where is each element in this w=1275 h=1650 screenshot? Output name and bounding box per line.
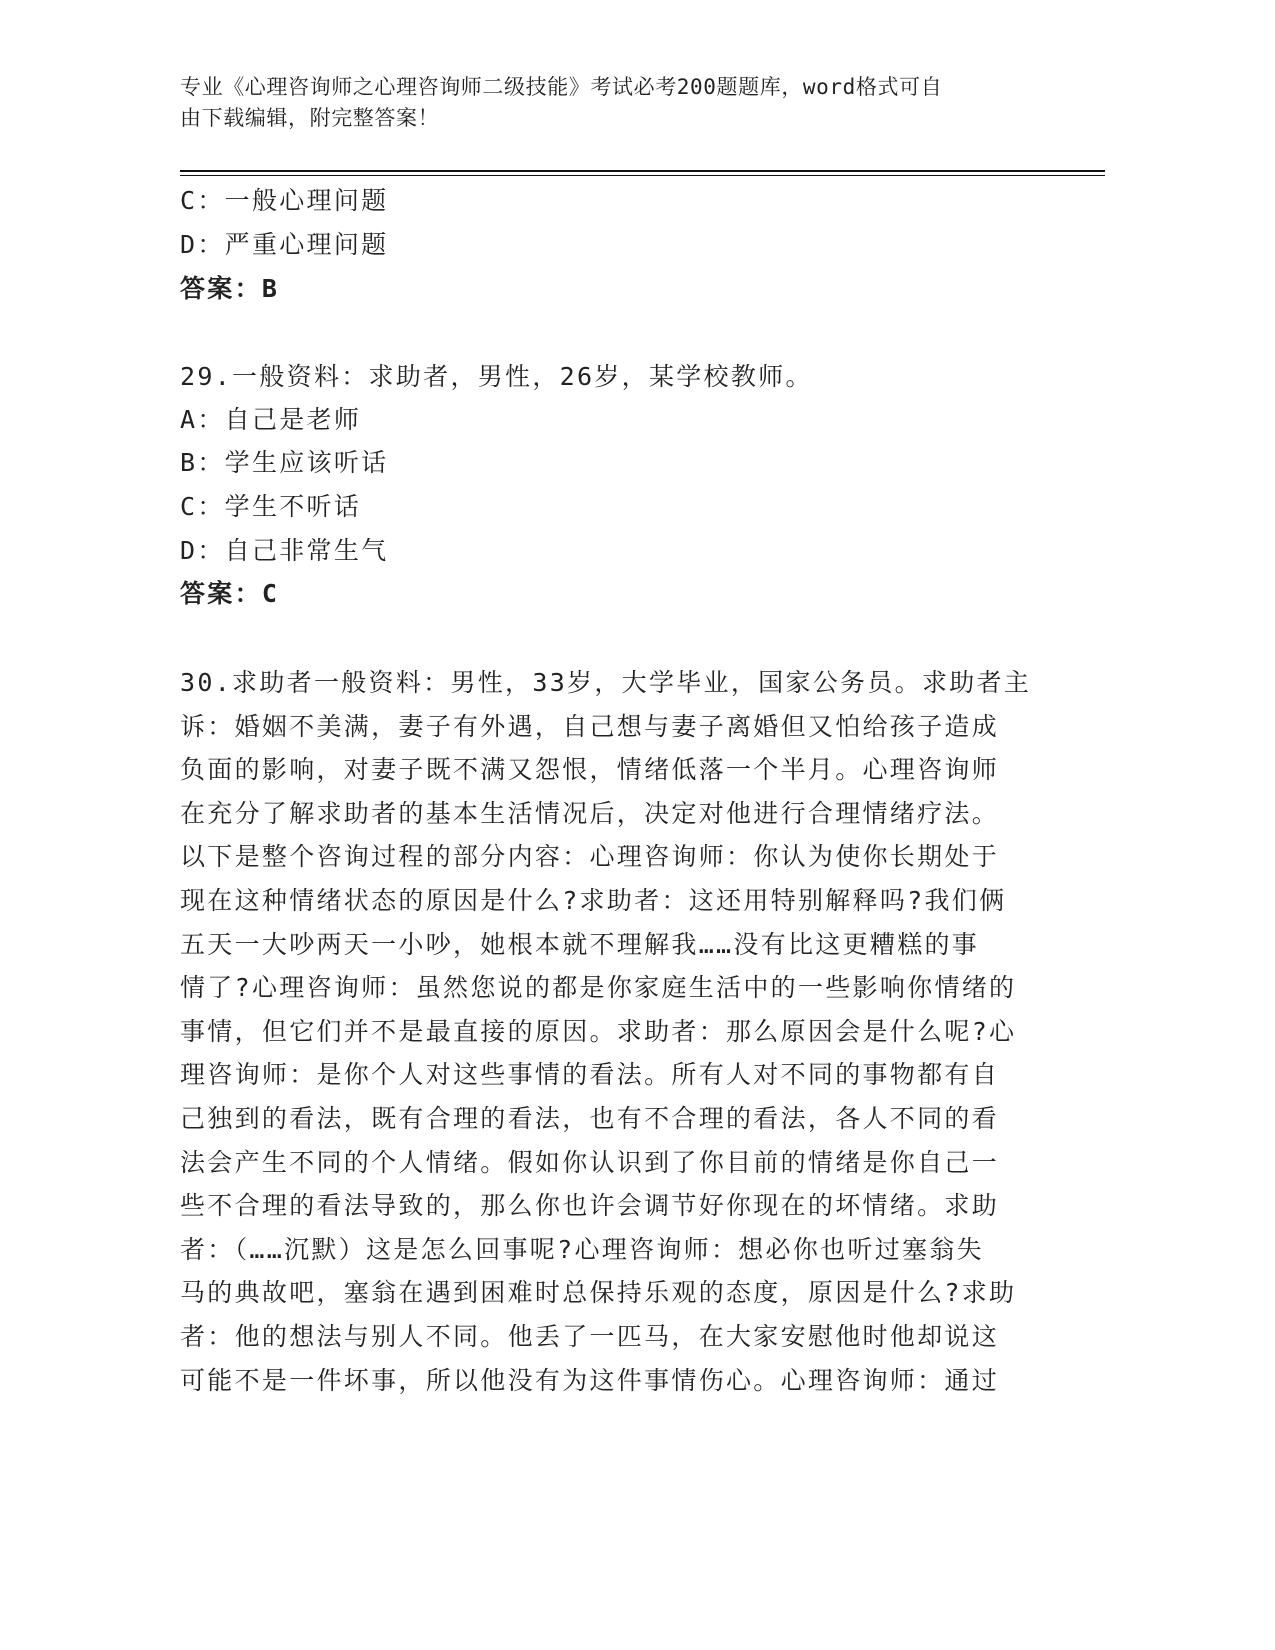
q29-option-c: C：学生不听话 (180, 492, 362, 521)
q30-line: 些不合理的看法导致的，那么你也许会调节好你现在的坏情绪。求助 (180, 1191, 1000, 1221)
q30-line: 可能不是一件坏事，所以他没有为这件事情伤心。心理咨询师：通过 (180, 1365, 1000, 1395)
q30-line: 者：他的想法与别人不同。他丢了一匹马，在大家安慰他时他却说这 (180, 1322, 1000, 1351)
q29-option-d: D：自己非常生气 (180, 536, 389, 565)
q30-line: 者：（……沉默）这是怎么回事呢?心理咨询师：想必你也听过塞翁失 (180, 1234, 984, 1264)
q30-line: 情了?心理咨询师：虽然您说的都是你家庭生活中的一些影响你情绪的 (180, 973, 1017, 1003)
document-header-line-1: 专业《心理咨询师之心理咨询师二级技能》考试必考200题题库，word格式可自 (180, 75, 943, 99)
q30-line: 以下是整个咨询过程的部分内容：心理咨询师：你认为使你长期处于 (180, 842, 1000, 872)
q29-option-a: A：自己是老师 (180, 405, 362, 434)
q28-option-c: C：一般心理问题 (180, 186, 389, 215)
header-divider-thin (180, 175, 1105, 176)
header-divider (180, 170, 1105, 172)
q30-line: 负面的影响，对妻子既不满又怨恨，情绪低落一个半月。心理咨询师 (180, 755, 1000, 785)
q29-answer: 答案：C (180, 579, 280, 608)
q30-line: 事情，但它们并不是最直接的原因。求助者：那么原因会是什么呢?心 (180, 1016, 1017, 1046)
q30-line: 法会产生不同的个人情绪。假如你认识到了你目前的情绪是你自己一 (180, 1147, 1000, 1177)
q28-answer: 答案：B (180, 274, 280, 303)
q29-option-b: B：学生应该听话 (180, 448, 389, 477)
q30-line: 现在这种情绪状态的原因是什么?求助者：这还用特别解释吗?我们俩 (180, 886, 1007, 915)
q30-line: 30.求助者一般资料：男性，33岁，大学毕业，国家公务员。求助者主 (180, 668, 1032, 697)
q30-line: 马的典故吧，塞翁在遇到困难时总保持乐观的态度，原因是什么?求助 (180, 1278, 1017, 1308)
q29-stem: 29.一般资料：求助者，男性，26岁，某学校教师。 (180, 362, 813, 391)
q30-line: 理咨询师：是你个人对这些事情的看法。所有人对不同的事物都有自 (180, 1060, 1000, 1090)
document-header-line-2: 由下载编辑，附完整答案！ (180, 106, 440, 130)
q30-line: 五天一大吵两天一小吵，她根本就不理解我……没有比这更糟糕的事 (180, 929, 980, 959)
q28-option-d: D：严重心理问题 (180, 230, 389, 259)
q30-line: 在充分了解求助者的基本生活情况后，决定对他进行合理情绪疗法。 (180, 798, 1000, 828)
q30-line: 己独到的看法，既有合理的看法，也有不合理的看法，各人不同的看 (180, 1104, 1000, 1133)
q30-line: 诉：婚姻不美满，妻子有外遇，自己想与妻子离婚但又怕给孩子造成 (180, 711, 1000, 741)
